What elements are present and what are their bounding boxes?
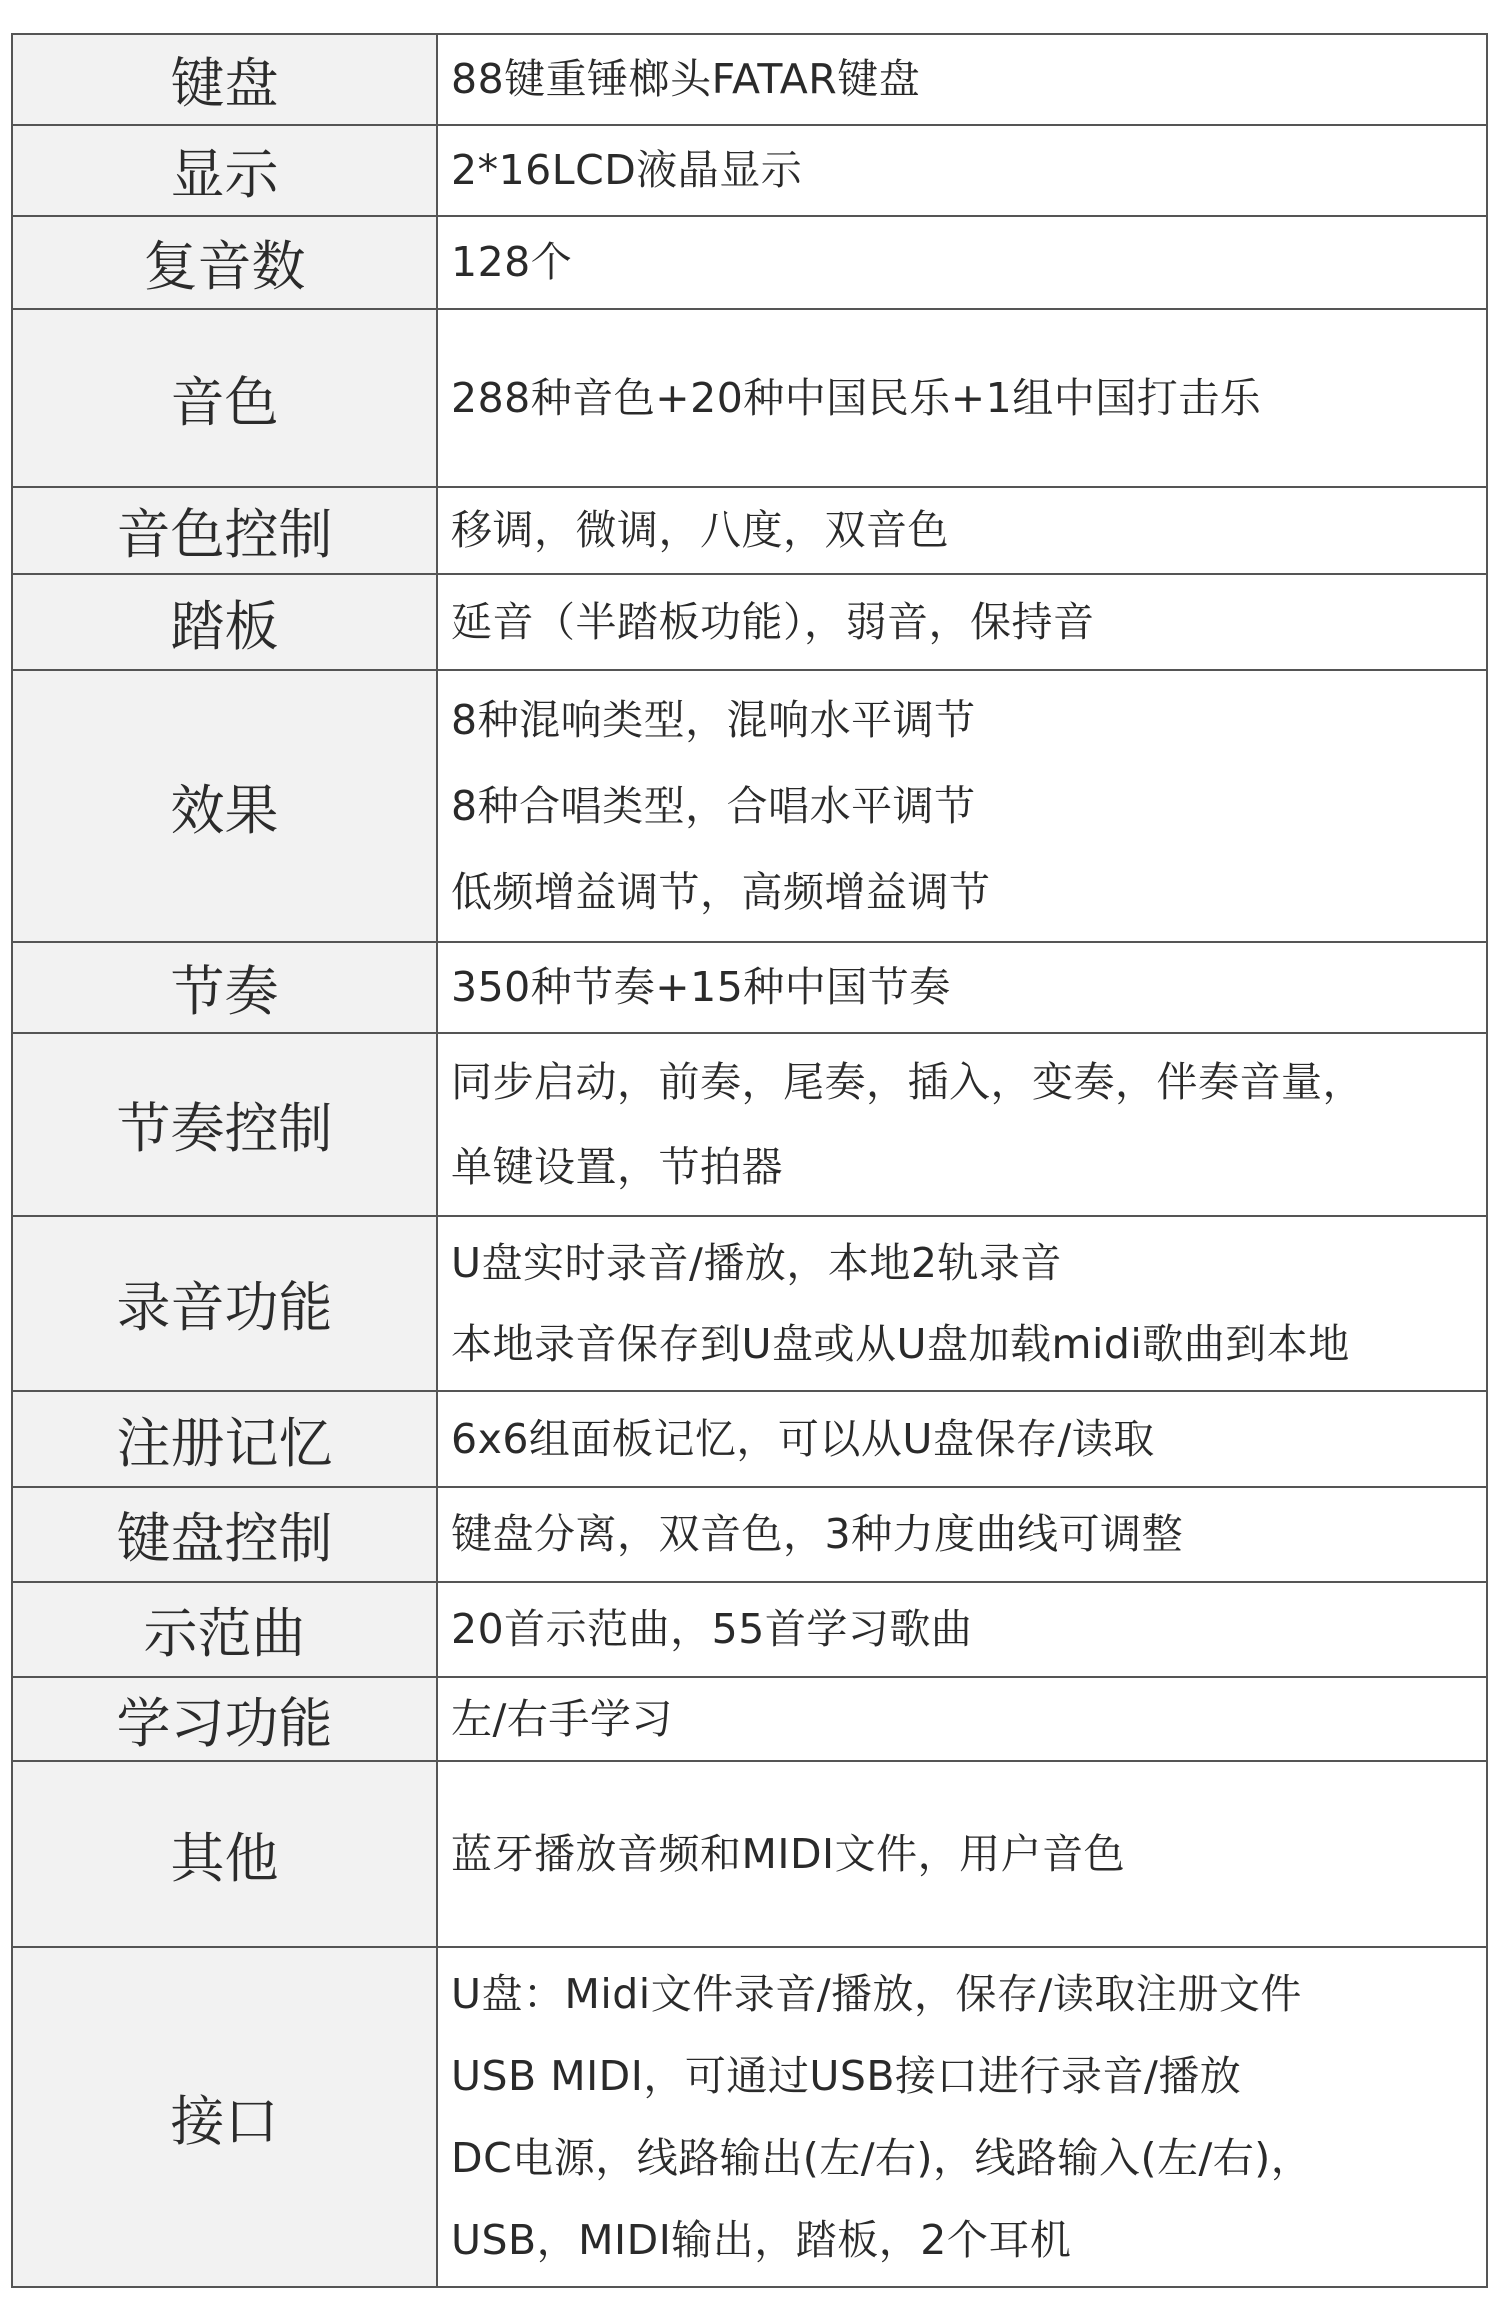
spec-row [13, 1034, 1486, 1217]
spec-row [13, 126, 1486, 217]
spec-row [13, 488, 1486, 575]
spec-value-line: U盘实时录音/播放，本地2轨录音 [451, 1238, 1062, 1287]
spec-row [13, 1762, 1486, 1948]
spec-label: 键盘 [13, 35, 438, 124]
spec-value-line: 移调，微调，八度，双音色 [451, 506, 949, 554]
spec-label: 节奏控制 [13, 1034, 438, 1215]
spec-value-line: 延音（半踏板功能），弱音，保持音 [451, 597, 1095, 646]
spec-row [13, 1488, 1486, 1583]
spec-value-line: 20首示范曲，55首学习歌曲 [451, 1605, 973, 1653]
spec-value-line: 288种音色+20种中国民乐+1组中国打击乐 [451, 373, 1262, 422]
spec-label: 复音数 [13, 217, 438, 308]
spec-value-line: 88键重锤榔头FATAR键盘 [451, 55, 921, 103]
spec-row [13, 35, 1486, 126]
spec-label: 踏板 [13, 575, 438, 669]
spec-value [438, 217, 1486, 308]
spec-value-line: U盘：Midi文件录音/播放，保存/读取注册文件 [451, 1970, 1302, 2018]
spec-value [438, 1392, 1486, 1486]
spec-row [13, 943, 1486, 1034]
spec-value-line: 8种混响类型，混响水平调节 [451, 696, 976, 744]
spec-label: 注册记忆 [13, 1392, 438, 1486]
spec-value-line: USB，MIDI输出，踏板，2个耳机 [451, 2216, 1072, 2264]
spec-value-line: 低频增益调节，高频增益调节 [451, 868, 991, 916]
spec-value [438, 1762, 1486, 1946]
spec-label: 接口 [13, 1948, 438, 2286]
spec-row [13, 1948, 1486, 2288]
spec-label: 音色控制 [13, 488, 438, 573]
spec-row [13, 217, 1486, 310]
spec-value-line: 键盘分离，双音色，3种力度曲线可调整 [451, 1510, 1184, 1558]
spec-value-line: 2*16LCD液晶显示 [451, 146, 803, 194]
spec-table [11, 33, 1488, 2288]
spec-label: 效果 [13, 671, 438, 941]
spec-value [438, 488, 1486, 573]
spec-value-line: 本地录音保存到U盘或从U盘加载midi歌曲到本地 [451, 1319, 1350, 1368]
spec-value [438, 1583, 1486, 1676]
spec-row [13, 1392, 1486, 1488]
spec-label: 示范曲 [13, 1583, 438, 1676]
spec-value-line: 8种合唱类型，合唱水平调节 [451, 782, 976, 830]
spec-value-line: 蓝牙播放音频和MIDI文件，用户音色 [451, 1829, 1126, 1878]
spec-row [13, 575, 1486, 671]
spec-label: 音色 [13, 310, 438, 486]
spec-label: 学习功能 [13, 1678, 438, 1760]
spec-value [438, 943, 1486, 1032]
spec-row [13, 1678, 1486, 1762]
spec-value-line: USB MIDI，可通过USB接口进行录音/播放 [451, 2052, 1242, 2100]
spec-value [438, 126, 1486, 215]
spec-label: 节奏 [13, 943, 438, 1032]
spec-value-line: 单键设置，节拍器 [451, 1142, 783, 1191]
spec-value [438, 1488, 1486, 1581]
spec-row [13, 671, 1486, 943]
spec-value-line: 128个 [451, 238, 573, 286]
spec-value [438, 671, 1486, 941]
spec-row [13, 1217, 1486, 1392]
spec-value [438, 1034, 1486, 1215]
spec-label: 显示 [13, 126, 438, 215]
spec-label: 录音功能 [13, 1217, 438, 1390]
spec-value-line: 左/右手学习 [451, 1694, 673, 1743]
spec-value [438, 1678, 1486, 1760]
spec-row [13, 310, 1486, 488]
spec-value-line: 6x6组面板记忆，可以从U盘保存/读取 [451, 1414, 1155, 1463]
spec-value [438, 1948, 1486, 2286]
spec-value [438, 1217, 1486, 1390]
spec-value-line: 同步启动，前奏，尾奏，插入，变奏，伴奏音量， [451, 1057, 1364, 1106]
spec-value-line: DC电源，线路输出(左/右)，线路输入(左/右)， [451, 2134, 1313, 2182]
spec-row [13, 1583, 1486, 1678]
spec-value [438, 35, 1486, 124]
spec-value [438, 310, 1486, 486]
spec-value [438, 575, 1486, 669]
spec-value-line: 350种节奏+15种中国节奏 [451, 963, 951, 1011]
spec-label: 其他 [13, 1762, 438, 1946]
spec-label: 键盘控制 [13, 1488, 438, 1581]
